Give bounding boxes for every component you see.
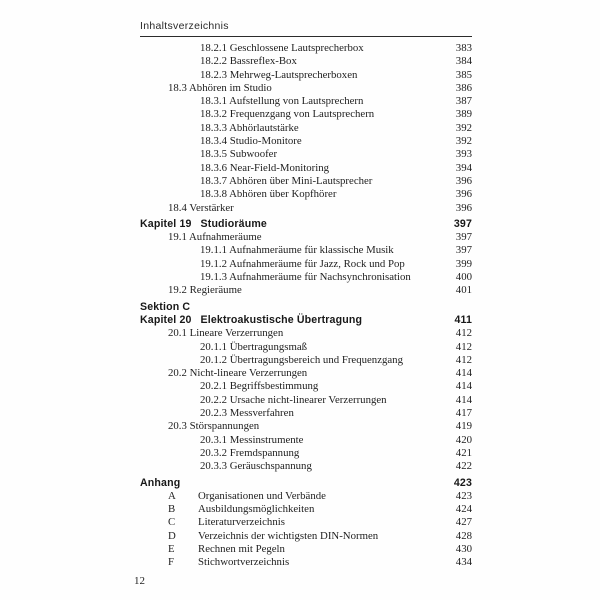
chapter-number: Kapitel 19 [140, 217, 192, 230]
toc-entry [140, 148, 472, 161]
toc-entry-label: 19.2 Regieräume [168, 284, 242, 297]
toc-entry-label: 18.3.7 Abhören über Mini-Lautsprecher [200, 174, 373, 187]
toc-entry-label: 20.1.2 Übertragungsbereich und Frequenzgang [200, 353, 403, 366]
toc-entry-label: 20.2.2 Ursache nicht-linearer Verzerrungen [200, 393, 387, 406]
toc-entry [140, 175, 472, 188]
toc-entry-label: 20.1.1 Übertragungsmaß [200, 340, 308, 353]
toc-entry [140, 95, 472, 108]
toc-entry-label: 20.3.1 Messinstrumente [200, 433, 304, 446]
toc-entry-label: 18.3.4 Studio-Monitore [200, 135, 302, 148]
appendix-letter: A [168, 489, 176, 502]
toc-entry [140, 55, 472, 68]
toc-entry [140, 202, 472, 215]
toc-entry [140, 407, 472, 420]
toc-entry-label [140, 218, 267, 231]
toc-entry-page: 397 [455, 231, 472, 244]
toc-entry [140, 530, 472, 543]
toc-entry-page: 393 [455, 148, 472, 161]
toc-entry-page: 414 [455, 367, 472, 380]
chapter-number: Anhang [140, 476, 181, 489]
toc-entry-label: 20.2.3 Messverfahren [200, 407, 294, 420]
toc-entry-page: 424 [455, 503, 472, 516]
toc-entry [140, 301, 472, 314]
appendix-letter: D [168, 529, 176, 542]
toc-entry [140, 284, 472, 297]
toc-entry-label: 20.2.1 Begriffsbestimmung [200, 380, 319, 393]
toc-entry [140, 420, 472, 433]
toc-entry-label: 19.1.1 Aufnahmeräume für klassische Musik [200, 244, 394, 257]
chapter-title: Studioräume [200, 217, 267, 230]
toc-entry-label: 20.2 Nicht-lineare Verzerrungen [168, 367, 308, 380]
toc-entry [140, 490, 472, 503]
toc-entry-page: 412 [455, 327, 472, 340]
toc-entry-label: 20.3.2 Fremdspannung [200, 446, 300, 459]
page-title: Inhaltsverzeichnis [140, 20, 229, 32]
toc-entry-label: 19.1 Aufnahmeräume [168, 231, 262, 244]
toc-entry-page: 389 [455, 108, 472, 121]
toc-entry-page: 430 [455, 542, 472, 555]
appendix-title: Ausbildungsmöglichkeiten [198, 503, 315, 516]
toc-entry [140, 244, 472, 257]
toc-entry [140, 556, 472, 569]
chapter-title: Elektroakustische Übertragung [200, 313, 363, 326]
toc-entry-label [140, 530, 378, 543]
toc-entry [140, 354, 472, 367]
toc-entry-label [140, 556, 289, 569]
toc-entry [140, 434, 472, 447]
toc-entry-page: 420 [455, 433, 472, 446]
toc-entry [140, 314, 472, 327]
toc-entry-label: 18.3.6 Near-Field-Monitoring [200, 161, 330, 174]
toc-entry [140, 447, 472, 460]
toc-entry-label [140, 503, 314, 516]
chapter-number: Kapitel 20 [140, 313, 192, 326]
toc-list [140, 42, 472, 570]
toc-entry-page: 386 [455, 81, 472, 94]
toc-entry [140, 82, 472, 95]
toc-entry-page: 412 [455, 340, 472, 353]
toc-entry-page: 397 [455, 244, 472, 257]
toc-entry-label: 19.1.3 Aufnahmeräume für Nachsynchronisation [200, 271, 411, 284]
toc-entry [140, 460, 472, 473]
appendix-title: Stichwortverzeichnis [198, 556, 290, 569]
toc-entry-page: 423 [453, 476, 472, 489]
appendix-title: Organisationen und Verbände [198, 489, 326, 502]
toc-entry-page: 385 [455, 68, 472, 81]
appendix-title: Literaturverzeichnis [198, 516, 285, 529]
toc-entry-label: 19.1.2 Aufnahmeräume für Jazz, Rock und Pop [200, 257, 405, 270]
toc-entry-page: 412 [455, 353, 472, 366]
toc-entry-page: 394 [455, 161, 472, 174]
toc-entry-page: 399 [455, 257, 472, 270]
toc-entry-page: 396 [455, 188, 472, 201]
toc-entry [140, 367, 472, 380]
toc-entry-label [140, 477, 180, 490]
toc-entry-page: 397 [453, 217, 472, 230]
header-rule [140, 36, 472, 37]
toc-entry-page: 396 [455, 201, 472, 214]
toc-entry-label: 20.1 Lineare Verzerrungen [168, 327, 284, 340]
toc-entry-label: 18.2.3 Mehrweg-Lautsprecherboxen [200, 68, 358, 81]
toc-entry-label [140, 543, 285, 556]
toc-entry-label [140, 516, 285, 529]
appendix-letter: B [168, 503, 176, 516]
appendix-letter: E [168, 542, 175, 555]
appendix-title: Rechnen mit Pegeln [198, 542, 285, 555]
toc-entry [140, 162, 472, 175]
toc-entry-page: 401 [455, 284, 472, 297]
toc-entry-page: 384 [455, 55, 472, 68]
toc-entry-page: 417 [455, 407, 472, 420]
toc-entry-label: 18.3 Abhören im Studio [168, 81, 272, 94]
toc-entry [140, 188, 472, 201]
toc-entry-label: 18.3.5 Subwoofer [200, 148, 278, 161]
page-number: 12 [134, 575, 145, 587]
toc-entry-page: 419 [455, 420, 472, 433]
toc-entry-label: 20.3.3 Geräuschspannung [200, 460, 312, 473]
toc-entry-page: 423 [455, 489, 472, 502]
appendix-title: Verzeichnis der wichtigsten DIN-Normen [198, 529, 379, 542]
toc-entry-page: 400 [455, 271, 472, 284]
toc-entry [140, 516, 472, 529]
appendix-letter: F [168, 556, 175, 569]
toc-content [140, 20, 472, 570]
toc-entry [140, 327, 472, 340]
toc-entry [140, 122, 472, 135]
toc-entry [140, 108, 472, 121]
toc-entry-page: 427 [455, 516, 472, 529]
toc-entry-label: 18.2.2 Bassreflex-Box [200, 55, 297, 68]
toc-entry-page: 411 [454, 313, 472, 326]
toc-entry-label: 18.3.8 Abhören über Kopfhörer [200, 188, 337, 201]
toc-entry-page: 392 [455, 121, 472, 134]
toc-entry [140, 341, 472, 354]
toc-entry-label: 18.2.1 Geschlossene Lautsprecherbox [200, 42, 364, 54]
toc-entry-label: Sektion C [140, 300, 191, 313]
toc-entry-label: 20.3 Störspannungen [168, 420, 260, 433]
toc-entry-label [140, 314, 362, 327]
toc-entry-page: 392 [455, 135, 472, 148]
toc-entry [140, 69, 472, 82]
toc-entry-page: 421 [455, 446, 472, 459]
toc-entry-page: 434 [455, 556, 472, 569]
toc-entry-page: 422 [455, 460, 472, 473]
toc-entry-page: 383 [455, 42, 472, 54]
toc-entry-page: 428 [455, 529, 472, 542]
toc-entry-label: 18.3.3 Abhörlautstärke [200, 121, 299, 134]
toc-entry [140, 258, 472, 271]
toc-entry [140, 135, 472, 148]
toc-entry [140, 477, 472, 490]
toc-entry [140, 231, 472, 244]
appendix-letter: C [168, 516, 176, 529]
toc-entry-page: 387 [455, 95, 472, 108]
toc-entry [140, 380, 472, 393]
toc-entry [140, 271, 472, 284]
toc-entry [140, 394, 472, 407]
toc-entry-label: 18.3.1 Aufstellung von Lautsprechern [200, 95, 364, 108]
toc-entry-label: 18.3.2 Frequenzgang von Lautsprechern [200, 108, 375, 121]
toc-entry-label: 18.4 Verstärker [168, 201, 234, 214]
toc-entry-label [140, 490, 326, 503]
toc-entry-page: 396 [455, 174, 472, 187]
toc-entry [140, 218, 472, 231]
toc-entry-page: 414 [455, 380, 472, 393]
toc-entry [140, 42, 472, 55]
toc-entry-page: 414 [455, 393, 472, 406]
toc-entry [140, 543, 472, 556]
toc-entry [140, 503, 472, 516]
